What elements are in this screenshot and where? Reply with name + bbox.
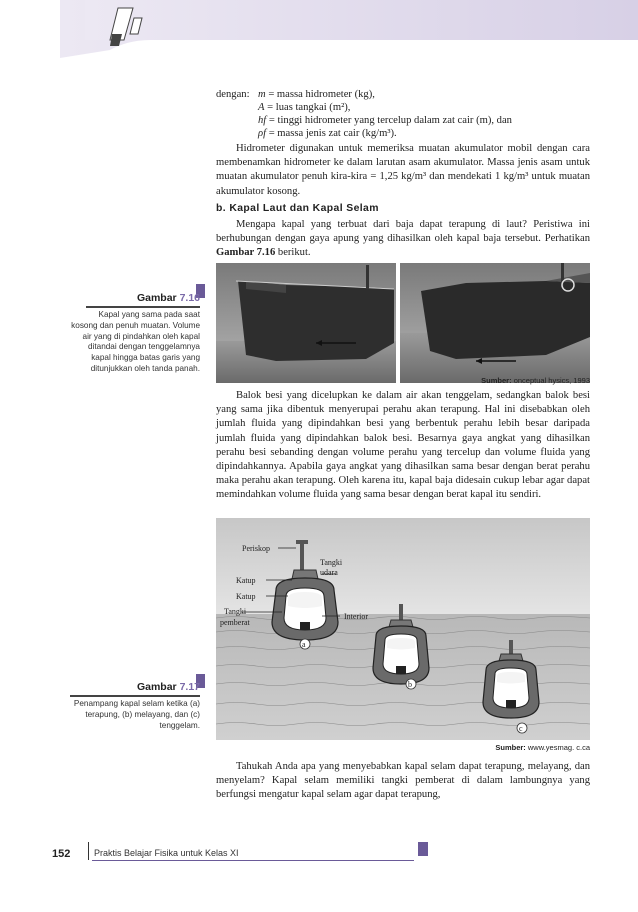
definition-symbol: A [258,102,265,113]
definition-text: = massa hidrometer (kg), [268,89,375,100]
definition-text: = luas tangkai (m²), [267,102,351,113]
label-periskop: Periskop [242,544,270,553]
definition-symbol: hf [258,115,267,126]
definition-symbol: ρf [258,128,267,139]
label-katup-1: Katup [236,576,256,585]
figure-reference: Gambar 7.16 [216,247,276,259]
caption-divider [70,695,200,697]
label-tangki-udara-2: udara [320,568,338,577]
label-interior: Interior [344,612,368,621]
paragraph-submarine: Tahukah Anda apa yang menyebabkan kapal selam dapat terapung, melayang, dan menyelam? Kapal selam memiliki tangki pemberat di dalam lambungnya yang berfungsi mengatur kapal selam agar dapat terapung, [216,761,590,801]
figure-716-source: Sumber: onceptual hysics, 1993 [481,376,590,385]
definition-symbol: m [258,89,266,100]
definition-text: = massa jenis zat cair (kg/m³). [268,128,397,139]
ship-empty-photo [216,263,396,383]
label-a: a [302,640,306,649]
definition-text: = tinggi hidrometer yang tercelup dalam zat cair (m), dan [268,115,512,126]
book-title: Praktis Belajar Fisika untuk Kelas XI [94,848,239,858]
figure-716-caption: Kapal yang sama pada saat kosong dan penuh muatan. Volume air yang di pindahkan oleh kapal ditandai dengan tenggelamnya kapal hingga batas garis yang ditunjukkan oleh tanda panah. [71,310,200,373]
section-b-text-end: berikut. [277,247,311,259]
figure-717-caption: Penampang kapal selam ketika (a) terapung, (b) melayang, dan (c) tenggelam. [73,699,200,730]
label-tangki-pemberat-2: pemberat [220,618,250,627]
figure-717-title: Gambar 7.17 [136,681,200,693]
footer-flag-icon [418,842,428,856]
paragraph-hydrometer: Hidrometer digunakan untuk memeriksa muatan akumulator mobil dengan cara membenamkan hidrometer ke dalam larutan asam akumulator. Massa jenis asam untuk muatan akumulator penuh kira-kira = 1,25 kg/m³ dan mendekati 1 kg/m³ untuk muatan akumulator kosong. [216,143,590,197]
caption-divider [86,306,200,308]
label-katup-2: Katup [236,592,256,601]
section-heading: b. Kapal Laut dan Kapal Selam [216,203,379,214]
footer-underline [92,860,414,861]
footer-divider [88,842,89,860]
paragraph-buoyancy: Balok besi yang dicelupkan ke dalam air akan tenggelam, sedangkan balok besi yang sama jika dibentuk menyerupai perahu akan terapung. Hal ini disebabkan oleh jumlah fluida yang dipindahkan besi yang berbentuk perahu lebih besar daripada jumlah fluida yang dipindahkan balok besi. Besarnya gaya angkat yang dihasilkan perahu besi sebanding dengan volume perahu yang tercelup dan volume fluida yang dipindahkannya. Apabila gaya angkat yang dihasilkan sama besar dengan berat perahu maka perahu akan terapung. Oleh karena itu, kapal baja didesain cukup lebar agar dapat memindahkan volume fluida yang sama besar dengan berat kapal itu sendiri. [216,390,590,501]
submarine-diagram [216,518,590,740]
paragraph-section-b [216,218,590,261]
page-number: 152 [52,848,71,860]
ship-photos [216,263,590,383]
definition-row [258,102,350,115]
definition-row [258,89,375,102]
label-c: c [519,724,523,733]
label-tangki-udara: Tangki [320,558,343,567]
definition-intro: dengan: [216,89,250,100]
label-b: b [408,680,412,689]
figure-716-title: Gambar 7.16 [136,292,200,304]
ship-loaded-photo [400,263,590,383]
section-b-text: Mengapa kapal yang terbuat dari baja dapat terapung di laut? Peristiwa ini berhubungan dengan gaya apung yang dihasilkan oleh kapal baja tersebut. Perhatikan [216,219,590,245]
figure-717-source: Sumber: www.yesmag. c.ca [495,743,590,752]
label-tangki-pemberat: Tangki [224,607,247,616]
definition-row [258,115,512,128]
header-decoration [0,0,638,58]
definition-row [258,128,397,141]
